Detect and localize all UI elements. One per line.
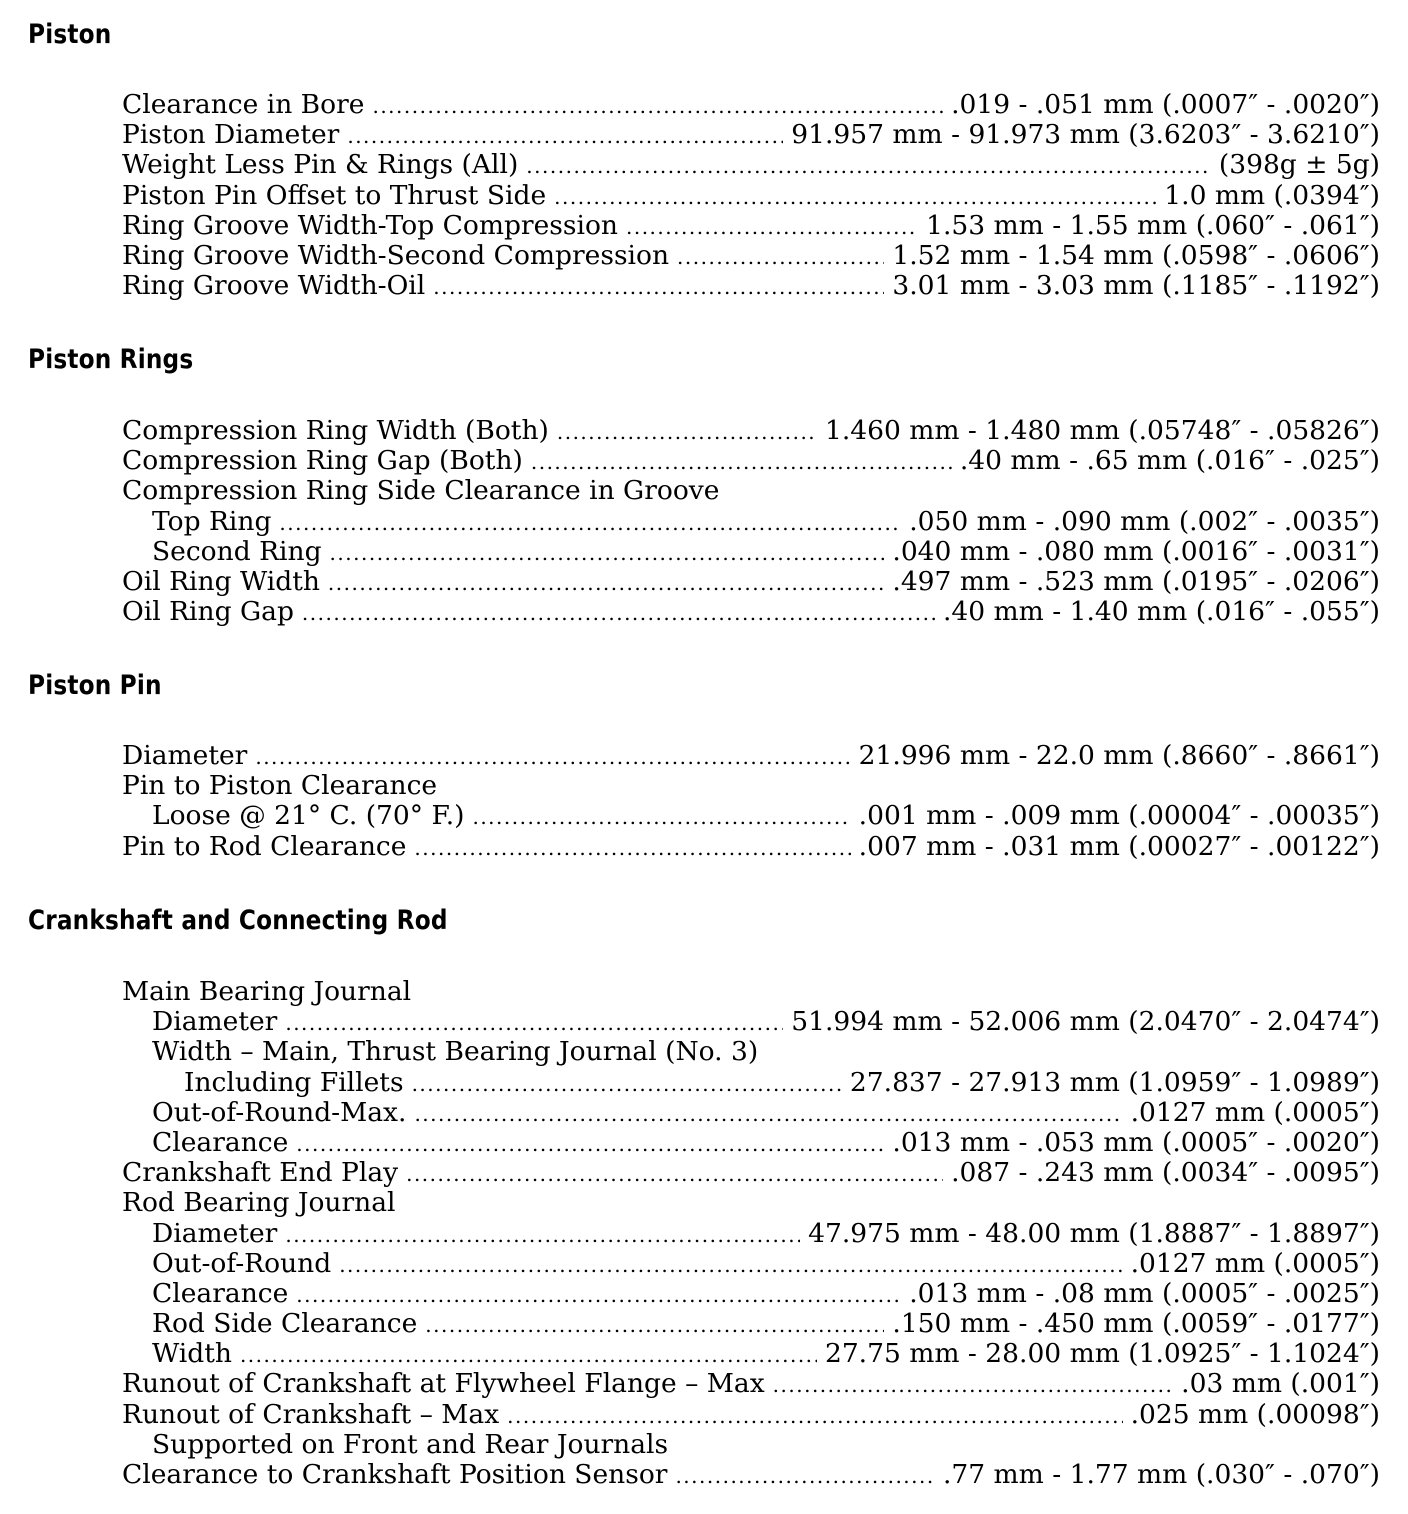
spec-label: Pin to Rod Clearance [122, 830, 407, 862]
spec-row [0, 537, 1408, 567]
spec-row [0, 120, 1408, 150]
dot-leader [531, 447, 952, 477]
section-title: Piston Rings [28, 344, 194, 375]
spec-row [0, 1098, 1408, 1128]
spec-value: 3.01 mm - 3.03 mm (.1185″ - .1192″) [892, 270, 1380, 302]
spec-row [0, 1279, 1408, 1309]
spec-value: .150 mm - .450 mm (.0059″ - .0177″) [892, 1308, 1380, 1340]
spec-row [0, 446, 1408, 476]
dot-leader [302, 598, 935, 628]
spec-list [0, 90, 1408, 301]
spec-row [0, 241, 1408, 271]
spec-value: .013 mm - .08 mm (.0005″ - .0025″) [909, 1277, 1380, 1309]
spec-label: Clearance [152, 1126, 289, 1158]
spec-label: Diameter [152, 1006, 278, 1038]
spec-row [0, 597, 1408, 627]
spec-label: Out-of-Round-Max. [152, 1096, 407, 1128]
spec-value: .025 mm (.00098″) [1130, 1398, 1380, 1430]
spec-label: Runout of Crankshaft at Flywheel Flange – Max [122, 1368, 765, 1400]
dot-leader [773, 1370, 1174, 1400]
dot-leader [296, 1280, 901, 1310]
spec-row [0, 1339, 1408, 1369]
spec-row [0, 1158, 1408, 1188]
spec-value: .087 - .243 mm (.0034″ - .0095″) [951, 1157, 1380, 1189]
spec-row [0, 1400, 1408, 1430]
spec-value: .497 mm - .523 mm (.0195″ - .0206″) [892, 565, 1380, 597]
dot-leader [472, 802, 850, 832]
spec-list [0, 416, 1408, 627]
spec-list [0, 741, 1408, 862]
spec-label: Runout of Crankshaft – Max [122, 1398, 500, 1430]
spec-label: Weight Less Pin & Rings (All) [122, 149, 519, 181]
spec-value: .007 mm - .031 mm (.00027″ - .00122″) [858, 830, 1380, 862]
dot-leader [557, 417, 817, 447]
spec-row [0, 801, 1408, 831]
spec-list [0, 977, 1408, 1490]
spec-label: Width [152, 1338, 232, 1370]
spec-value: .019 - .051 mm (.0007″ - .0020″) [951, 89, 1380, 120]
dot-leader [425, 1310, 884, 1340]
spec-value: .03 mm (.001″) [1181, 1368, 1380, 1400]
spec-label: Width – Main, Thrust Bearing Journal (No. 3) [152, 1036, 759, 1068]
spec-row [0, 150, 1408, 180]
dot-leader [328, 568, 884, 598]
spec-value: .0127 mm (.0005″) [1130, 1096, 1380, 1128]
spec-value: .050 mm - .090 mm (.002″ - .0035″) [909, 505, 1380, 537]
spec-value: (398g ± 5g) [1218, 149, 1380, 181]
spec-value: .013 mm - .053 mm (.0005″ - .0020″) [892, 1126, 1380, 1158]
spec-row [0, 1068, 1408, 1098]
spec-label: Main Bearing Journal [122, 976, 412, 1007]
dot-leader [240, 1340, 817, 1370]
spec-label: Top Ring [152, 505, 272, 537]
spec-row [0, 476, 1408, 506]
spec-row [0, 1007, 1408, 1037]
spec-label: Supported on Front and Rear Journals [152, 1428, 669, 1460]
spec-row [0, 1369, 1408, 1399]
spec-label: Oil Ring Gap [122, 596, 294, 628]
dot-leader [414, 833, 850, 863]
spec-value: .40 mm - 1.40 mm (.016″ - .055″) [942, 596, 1380, 628]
spec-value: 1.0 mm (.0394″) [1164, 179, 1380, 211]
spec-label: Piston Pin Offset to Thrust Side [122, 179, 547, 211]
spec-label: Pin to Piston Clearance [122, 770, 438, 802]
spec-label: Compression Ring Side Clearance in Groove [122, 475, 720, 507]
spec-row [0, 1219, 1408, 1249]
spec-value: 1.52 mm - 1.54 mm (.0598″ - .0606″) [892, 239, 1380, 271]
dot-leader [330, 538, 885, 568]
spec-value: 47.975 mm - 48.00 mm (1.8887″ - 1.8897″) [808, 1217, 1380, 1249]
spec-row [0, 567, 1408, 597]
spec-value: 1.460 mm - 1.480 mm (.05748″ - .05826″) [824, 415, 1380, 446]
spec-row [0, 211, 1408, 241]
spec-label: Second Ring [152, 535, 322, 567]
spec-row [0, 832, 1408, 862]
dot-leader [372, 91, 943, 121]
spec-row [0, 1249, 1408, 1279]
spec-label: Ring Groove Width-Oil [122, 270, 426, 302]
spec-value: 1.53 mm - 1.55 mm (.060″ - .061″) [926, 209, 1380, 241]
spec-value: 27.837 - 27.913 mm (1.0959″ - 1.0989″) [849, 1066, 1380, 1098]
spec-label: Compression Ring Width (Both) [122, 415, 549, 446]
spec-label: Compression Ring Gap (Both) [122, 445, 523, 477]
spec-label: Rod Bearing Journal [122, 1187, 396, 1219]
dot-leader [675, 1461, 935, 1491]
dot-leader [339, 1250, 1122, 1280]
spec-row [0, 1037, 1408, 1067]
spec-row [0, 507, 1408, 537]
spec-value: .77 mm - 1.77 mm (.030″ - .070″) [942, 1459, 1380, 1490]
spec-value: 51.994 mm - 52.006 mm (2.0470″ - 2.0474″) [791, 1006, 1380, 1038]
spec-row [0, 90, 1408, 120]
dot-leader [626, 212, 918, 242]
dot-leader [507, 1401, 1122, 1431]
dot-leader [279, 508, 901, 538]
dot-leader [285, 1220, 800, 1250]
spec-row [0, 1309, 1408, 1339]
spec-value: .001 mm - .009 mm (.00004″ - .00035″) [858, 800, 1380, 832]
dot-leader [285, 1008, 783, 1038]
spec-label: Piston Diameter [122, 119, 340, 151]
spec-value: 27.75 mm - 28.00 mm (1.0925″ - 1.1024″) [824, 1338, 1380, 1370]
spec-label: Clearance [152, 1277, 289, 1309]
spec-label: Ring Groove Width-Top Compression [122, 209, 618, 241]
dot-leader [412, 1069, 842, 1099]
dot-leader [406, 1159, 943, 1189]
spec-row [0, 741, 1408, 771]
dot-leader [255, 742, 850, 772]
spec-label: Oil Ring Width [122, 565, 320, 597]
spec-row [0, 181, 1408, 211]
spec-value: .040 mm - .080 mm (.0016″ - .0031″) [892, 535, 1380, 567]
spec-row [0, 1188, 1408, 1218]
section-title: Piston Pin [28, 670, 162, 701]
spec-row [0, 416, 1408, 446]
spec-row [0, 1460, 1408, 1490]
spec-label: Rod Side Clearance [152, 1308, 418, 1340]
spec-label: Out-of-Round [152, 1247, 332, 1279]
spec-row [0, 977, 1408, 1007]
dot-leader [433, 272, 884, 302]
spec-label: Loose @ 21° C. (70° F.) [152, 800, 465, 832]
spec-label: Diameter [152, 1217, 278, 1249]
spec-value: .40 mm - .65 mm (.016″ - .025″) [959, 445, 1380, 477]
spec-row [0, 271, 1408, 301]
spec-value: 21.996 mm - 22.0 mm (.8660″ - .8661″) [858, 740, 1380, 771]
spec-label: Including Fillets [184, 1066, 404, 1098]
dot-leader [414, 1099, 1122, 1129]
spec-row [0, 771, 1408, 801]
spec-row [0, 1128, 1408, 1158]
spec-label: Diameter [122, 740, 248, 771]
dot-leader [296, 1129, 884, 1159]
section-title: Piston [28, 19, 112, 50]
spec-row [0, 1430, 1408, 1460]
dot-leader [347, 121, 783, 151]
dot-leader [526, 151, 1211, 181]
spec-value: .0127 mm (.0005″) [1130, 1247, 1380, 1279]
spec-label: Clearance to Crankshaft Position Sensor [122, 1459, 668, 1490]
spec-label: Crankshaft End Play [122, 1157, 399, 1189]
section-title: Crankshaft and Connecting Rod [28, 905, 448, 936]
spec-label: Clearance in Bore [122, 89, 365, 120]
spec-label: Ring Groove Width-Second Compression [122, 239, 670, 271]
dot-leader [554, 182, 1156, 212]
dot-leader [677, 242, 884, 272]
spec-value: 91.957 mm - 91.973 mm (3.6203″ - 3.6210″) [791, 119, 1380, 151]
